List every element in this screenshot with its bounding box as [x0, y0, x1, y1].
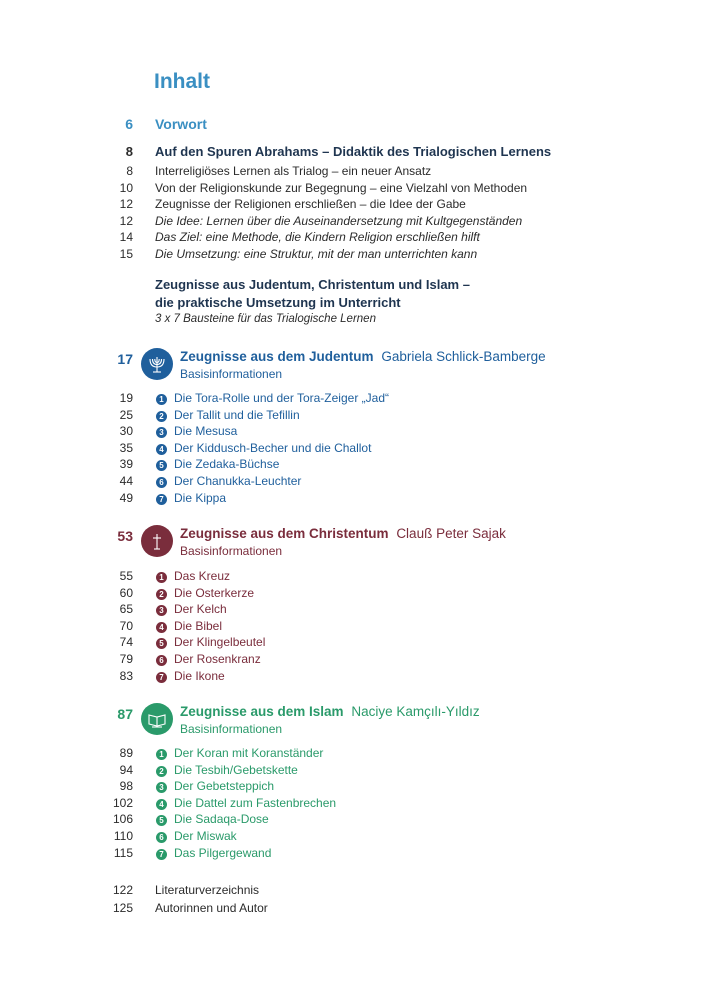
toc-entry[interactable]: Das Ziel: eine Methode, die Kindern Religion erschließen hilft	[155, 230, 480, 244]
section-title-text: Zeugnisse aus dem Judentum	[180, 349, 374, 364]
toc-item[interactable]: Die Ikone	[174, 668, 225, 683]
toc-page-number: 10	[119, 181, 133, 195]
section-page-number: 17	[117, 351, 133, 367]
toc-page-number: 39	[119, 457, 133, 472]
toc-page-number: 106	[112, 812, 133, 827]
toc-item[interactable]: Der Klingelbeutel	[174, 635, 266, 650]
toc-page-number: 44	[119, 474, 133, 488]
item-number-badge: 3	[156, 782, 167, 793]
item-number-badge: 5	[156, 638, 167, 649]
item-number-badge: 3	[156, 427, 167, 438]
toc-page-number: 6	[125, 116, 133, 132]
toc-item[interactable]: Der Chanukka-Leuchter	[174, 474, 302, 488]
toc-entry[interactable]: Interreligiöses Lernen als Trialog – ein neuer Ansatz	[155, 164, 432, 178]
section-title-judentum[interactable]	[180, 349, 546, 364]
item-number-badge: 5	[156, 460, 167, 471]
practice-heading-line2: die praktische Umsetzung im Unterricht	[155, 295, 401, 310]
toc-item[interactable]: Der Miswak	[174, 829, 237, 843]
practice-subtitle: 3 x 7 Bausteine für das Trialogische Lernen	[155, 313, 376, 325]
toc-page-number: 89	[119, 746, 133, 760]
menorah-icon	[141, 348, 173, 380]
item-number-badge: 4	[156, 444, 167, 455]
toc-page-number: 8	[125, 144, 133, 159]
section-page-number: 53	[117, 528, 133, 544]
toc-entry-literatur[interactable]: Literaturverzeichnis	[155, 883, 260, 897]
toc-page-number: 65	[119, 602, 133, 617]
toc-item[interactable]: Die Tora-Rolle und der Tora-Zeiger „Jad“	[174, 391, 389, 405]
item-number-badge: 3	[156, 605, 167, 616]
toc-item[interactable]: Die Mesusa	[174, 424, 238, 439]
toc-page-number: 102	[112, 795, 133, 810]
toc-page-number: 35	[119, 440, 133, 455]
toc-page-number: 79	[119, 652, 133, 666]
toc-page-number: 70	[119, 618, 133, 633]
toc-page-number: 55	[119, 569, 133, 583]
toc-item[interactable]: Das Pilgergewand	[174, 845, 272, 860]
toc-page-number: 83	[119, 668, 133, 683]
toc-entry[interactable]: Die Umsetzung: eine Struktur, mit der man unterrichten kann	[155, 247, 478, 261]
toc-item[interactable]: Die Sadaqa-Dose	[174, 812, 269, 827]
toc-page-number: 122	[112, 883, 133, 897]
toc-entry[interactable]: Die Idee: Lernen über die Auseinandersetzung mit Kultgegenständen	[155, 214, 523, 228]
toc-page-number: 15	[119, 247, 133, 261]
section-basis[interactable]: Basisinformationen	[180, 544, 283, 558]
toc-page-number: 110	[113, 829, 133, 843]
toc-item[interactable]: Die Dattel zum Fastenbrechen	[174, 795, 337, 810]
item-number-badge: 2	[156, 411, 167, 422]
item-number-badge: 5	[156, 815, 167, 826]
toc-item[interactable]: Die Zedaka-Büchse	[174, 457, 280, 472]
toc-page-number: 14	[119, 230, 133, 244]
section-author: Naciye Kamçılı-Yıldız	[351, 704, 480, 719]
section-title-text: Zeugnisse aus dem Islam	[180, 704, 344, 719]
item-number-badge: 1	[156, 749, 167, 760]
toc-item[interactable]: Das Kreuz	[174, 569, 231, 583]
toc-item[interactable]: Die Kippa	[174, 490, 227, 505]
cross-candle-icon	[141, 525, 173, 557]
toc-item[interactable]: Der Kiddusch-Becher und die Challot	[174, 440, 372, 455]
item-number-badge: 1	[156, 572, 167, 583]
toc-item[interactable]: Der Rosenkranz	[174, 652, 261, 666]
toc-page-number: 98	[119, 779, 133, 794]
toc-page-number: 115	[113, 845, 133, 860]
toc-item[interactable]: Der Gebetsteppich	[174, 779, 275, 794]
toc-page-number: 94	[119, 762, 133, 777]
toc-entry-didaktik[interactable]: Auf den Spuren Abrahams – Didaktik des Trialogischen Lernens	[155, 144, 552, 159]
section-basis[interactable]: Basisinformationen	[180, 367, 283, 381]
toc-item[interactable]: Der Tallit und die Tefillin	[174, 407, 300, 422]
item-number-badge: 6	[156, 832, 167, 843]
toc-page-number: 30	[119, 424, 133, 439]
item-number-badge: 6	[156, 477, 167, 488]
toc-page-number: 25	[119, 407, 133, 422]
item-number-badge: 7	[156, 849, 167, 860]
toc-page-number: 19	[119, 391, 133, 405]
item-number-badge: 1	[156, 394, 167, 405]
toc-item[interactable]: Die Tesbih/Gebetskette	[174, 762, 298, 777]
item-number-badge: 2	[156, 766, 167, 777]
item-number-badge: 6	[156, 655, 167, 666]
item-number-badge: 7	[156, 672, 167, 683]
toc-page-number: 12	[119, 214, 133, 228]
item-number-badge: 4	[156, 622, 167, 633]
toc-entry[interactable]: Von der Religionskunde zur Begegnung – eine Vielzahl von Methoden	[155, 181, 528, 195]
toc-page-number: 12	[119, 197, 133, 211]
toc-item[interactable]: Der Koran mit Koranständer	[174, 746, 324, 760]
section-author: Clauß Peter Sajak	[396, 526, 506, 541]
item-number-badge: 4	[156, 799, 167, 810]
toc-item[interactable]: Die Bibel	[174, 618, 223, 633]
toc-entry-autoren[interactable]: Autorinnen und Autor	[155, 901, 268, 915]
section-page-number: 87	[117, 706, 133, 722]
toc-page-number: 74	[119, 635, 133, 650]
item-number-badge: 2	[156, 589, 167, 600]
quran-book-icon	[141, 703, 173, 735]
toc-entry-vorwort[interactable]: Vorwort	[155, 116, 207, 132]
toc-item[interactable]: Die Osterkerze	[174, 585, 255, 600]
toc-page-number: 60	[119, 585, 133, 600]
page-title: Inhalt	[154, 70, 210, 93]
toc-page-number: 125	[112, 901, 133, 915]
toc-item[interactable]: Der Kelch	[174, 602, 227, 617]
section-title-text: Zeugnisse aus dem Christentum	[180, 526, 389, 541]
section-title-christentum[interactable]	[180, 526, 506, 541]
section-title-islam[interactable]	[180, 704, 480, 719]
toc-entry[interactable]: Zeugnisse der Religionen erschließen – die Idee der Gabe	[155, 197, 466, 211]
section-author: Gabriela Schlick-Bamberge	[381, 349, 546, 364]
practice-heading-line1: Zeugnisse aus Judentum, Christentum und Islam –	[155, 277, 470, 292]
toc-page-number: 49	[119, 490, 133, 505]
section-basis[interactable]: Basisinformationen	[180, 722, 283, 736]
item-number-badge: 7	[156, 494, 167, 505]
toc-page-number: 8	[126, 164, 133, 178]
